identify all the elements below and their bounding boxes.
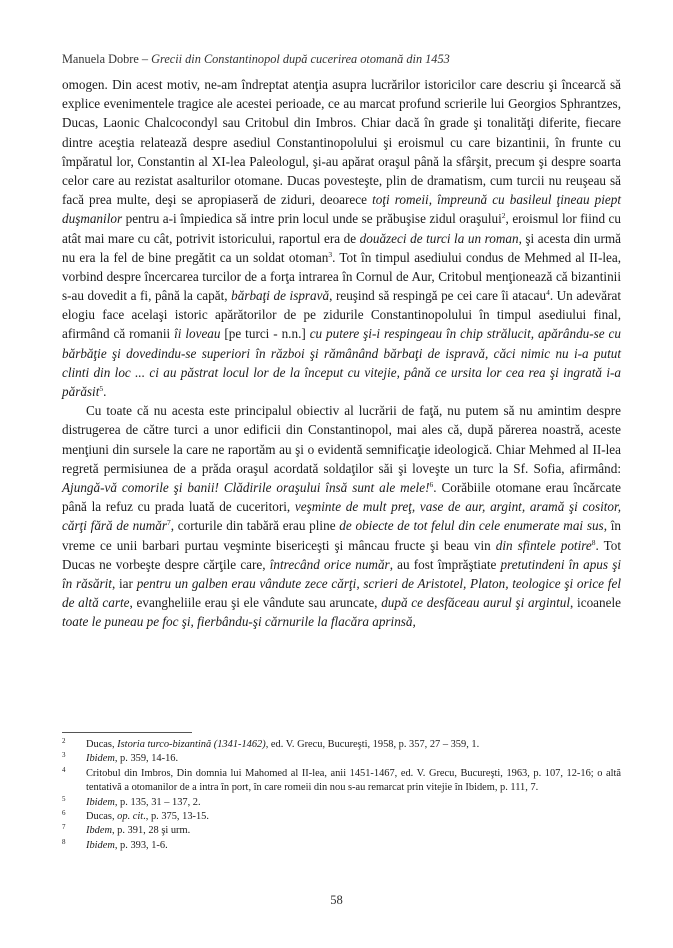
italic-text: Ibidem — [86, 796, 115, 808]
text-run: Cu toate că nu acesta este principalul obiectiv al lucrării de faţă, nu putem să nu amintim despre distrugerea de către turci a unor edificii din Constantinopol, mai ales că, după părerea noastră, aceste menţiuni din sursele la care ne raportăm au şi o evidentă semnificaţie ideologică. Chiar Mehmed al II-lea regretă permisiunea de a prăda oraşul acordată soldaţilor săi şi loveşte un turc la Sf. Sofia, afirmând: — [62, 403, 621, 476]
text-run: . Un adevărat elogiu face acelaşi istoric apărătorilor de pe zidurile Constantinopolului în timpul asediului final, afirmând că romanii — [62, 288, 621, 342]
footnote-ref: 6 — [429, 479, 434, 489]
text-run: . Tot Ducas ne vorbeşte despre cărţile care, — [62, 537, 621, 572]
header-title: Grecii din Constantinopol după cucerirea otomană din 1453 — [151, 52, 450, 66]
text-run: , ed. V. Grecu, Bucureşti, 1958, p. 357, 27 – 359, 1. — [265, 739, 480, 750]
footnote-number: 3 — [62, 751, 66, 760]
text-run: . — [103, 384, 107, 399]
footnote-number: 7 — [62, 823, 66, 832]
italic-text: cu putere şi-i respingeau în chip strălucit, apărându-se cu bărbăţie şi dovedindu-se superiori în război şi rămânând bărbaţi de ispravă, căci nimic nu i-a putut clinti din loc ... ci au păstrat locul lor de la început cu vitejie, până ce ursita lor cea rea şi ingrată i-a părăsit — [62, 326, 621, 399]
footnote-number: 6 — [62, 809, 66, 818]
text-run: , iar — [111, 575, 137, 591]
italic-text: Ibdem — [86, 825, 112, 837]
main-text — [62, 75, 621, 631]
text-run: , p. 359, 14-16. — [114, 753, 179, 765]
text-run: , în vreme ce unii barbari purtau veşminte bisericeşti şi mâncau fructe şi beau vin — [62, 518, 621, 553]
text-run: . Tot în timpul asediului condus de Mehmed al II-lea, vorbind despre încercarea turcilor de a forţa intrarea în Cornul de Aur, Critobul menţionează că bizantinii s-au dovedit a fi, până la capăt, — [62, 249, 621, 304]
italic-text: op. cit — [117, 811, 144, 823]
italic-text: îi loveau — [174, 326, 221, 342]
text-run: , au fost împrăştiate — [389, 556, 501, 572]
footnote — [62, 767, 621, 796]
footnotes — [62, 738, 621, 853]
footnote — [62, 752, 621, 766]
footnote-ref: 2 — [501, 211, 506, 221]
text-run: , icoanele — [570, 595, 621, 611]
footnote-ref: 7 — [167, 518, 171, 528]
footnote-number: 5 — [62, 794, 66, 803]
text-run: , corturile din tabără erau pline — [170, 518, 340, 534]
italic-text: veşminte de mult preţ, vase de aur, argint, aramă şi cositor, cărţi fără de număr — [62, 499, 621, 534]
footnote-ref: 5 — [99, 384, 104, 393]
paragraph-1 — [62, 75, 621, 401]
italic-text: douăzeci de turci la un roman — [359, 230, 519, 246]
footnote-ref: 3 — [328, 249, 333, 259]
italic-text: de obiecte de tot felul din cele enumerate mai sus — [339, 518, 604, 534]
italic-text: Ibidem — [86, 753, 115, 765]
footnote-number: 8 — [62, 837, 66, 846]
footnote — [62, 796, 621, 810]
text-run: , şi acesta din urmă nu era la fel de bine pregătit ca un soldat otoman — [62, 230, 622, 265]
text-run: , reuşind să respingă pe cei care îi atacau — [329, 288, 547, 304]
footnote — [62, 738, 621, 752]
footnote-separator — [62, 732, 192, 733]
italic-text: pentru un galben erau vândute zece cărţi, scrieri de Aristotel, Platon, teologice şi orice fel de altă carte — [62, 575, 621, 611]
page-number: 58 — [330, 893, 343, 907]
footnote-ref: 8 — [591, 537, 596, 547]
footnote-number: 2 — [62, 737, 66, 745]
italic-text: toate le puneau pe foc şi, fierbându-şi cărnurile la flacăra aprinsă, — [62, 614, 416, 630]
running-header — [62, 52, 622, 67]
text-run: , p. 393, 1-6. — [114, 839, 168, 851]
text-run: , evangheliile erau şi ele vândute sau aruncate, — [129, 595, 382, 611]
footnote — [62, 824, 621, 838]
italic-text: Istoria turco-bizantină (1341-1462) — [117, 739, 266, 750]
italic-text: Ibidem — [86, 839, 115, 851]
footnote — [62, 810, 621, 824]
text-run: Ducas, — [86, 811, 118, 823]
italic-text: toţi romeii, împreună cu basileul ţineau piept duşmanilor — [62, 192, 621, 227]
italic-text: după ce desfăceau aurul şi argintul — [381, 595, 571, 611]
text-run: [pe turci - n.n.] — [220, 326, 310, 342]
text-run: Ducas, — [86, 739, 118, 750]
text-run: omogen. Din acest motiv, ne-am îndreptat atenţia asupra lucrărilor istoricilor care descriu şi încearcă să explice evenimentele tragice ale acestei perioade, ce au marcat profund scrierile lui Georgios Sphrantzes, Ducas, Laonic Chalcocondyl sau Critobul din Imbros. Chiar dacă în grade şi tonalităţi diferite, fiecare dintre aceştia relatează despre asediul Constantinopolului şi eroismul cu care bizantinii, în frunte cu împăratul lor, Constantin al XI-lea Paleologul, şi-au apărat oraşul până la sfârşit, precum şi despre soarta celor care au rezistat asalturilor otomane. Ducas povesteşte, plin de dramatism, cum turcii nu reuşeau să facă prea multe, deşi se apropiaseră de ziduri, deoarece — [62, 77, 621, 208]
footnote-number: 4 — [62, 765, 66, 774]
italic-text: întrecând orice număr — [269, 556, 390, 572]
header-author: Manuela Dobre – — [62, 52, 152, 66]
footnote-ref: 4 — [546, 288, 550, 298]
italic-text: pretutindeni în apus şi în răsărit — [62, 556, 621, 591]
text-run: . Corăbiile otomane erau încărcate până la refuz cu prada luată de cuceritori, — [62, 479, 622, 515]
text-run: ., p. 375, 13-15. — [143, 811, 209, 823]
paragraph-2 — [62, 401, 621, 631]
italic-text: Ajungă-vă comorile şi banii! Clădirile oraşului însă sunt ale mele! — [62, 479, 430, 495]
footnote — [62, 839, 621, 853]
italic-text: din sfintele potire — [495, 537, 592, 553]
italic-text: bărbaţi de ispravă — [231, 288, 330, 304]
text-run: , p. 135, 31 – 137, 2. — [114, 796, 201, 808]
text-run: , p. 391, 28 şi urm. — [111, 825, 191, 837]
text-run: Critobul din Imbros, Din domnia lui Mahomed al II-lea, anii 1451-1467, ed. V. Grecu, Bucureşti, 1963, p. 107, 12-16; o altă tentativă a otomanilor de a intra în port, în care romeii din nou s-au remarcat prin vitejie în Ibidem, p. 111, 7. — [86, 767, 621, 794]
text-run: , eroismul lor fiind cu atât mai mare cu cât, potrivit istoricului, raportul era de — [62, 211, 621, 246]
text-run: pentru a-i împiedica să intre prin locul unde se prăbuşise zidul oraşului — [122, 211, 502, 227]
